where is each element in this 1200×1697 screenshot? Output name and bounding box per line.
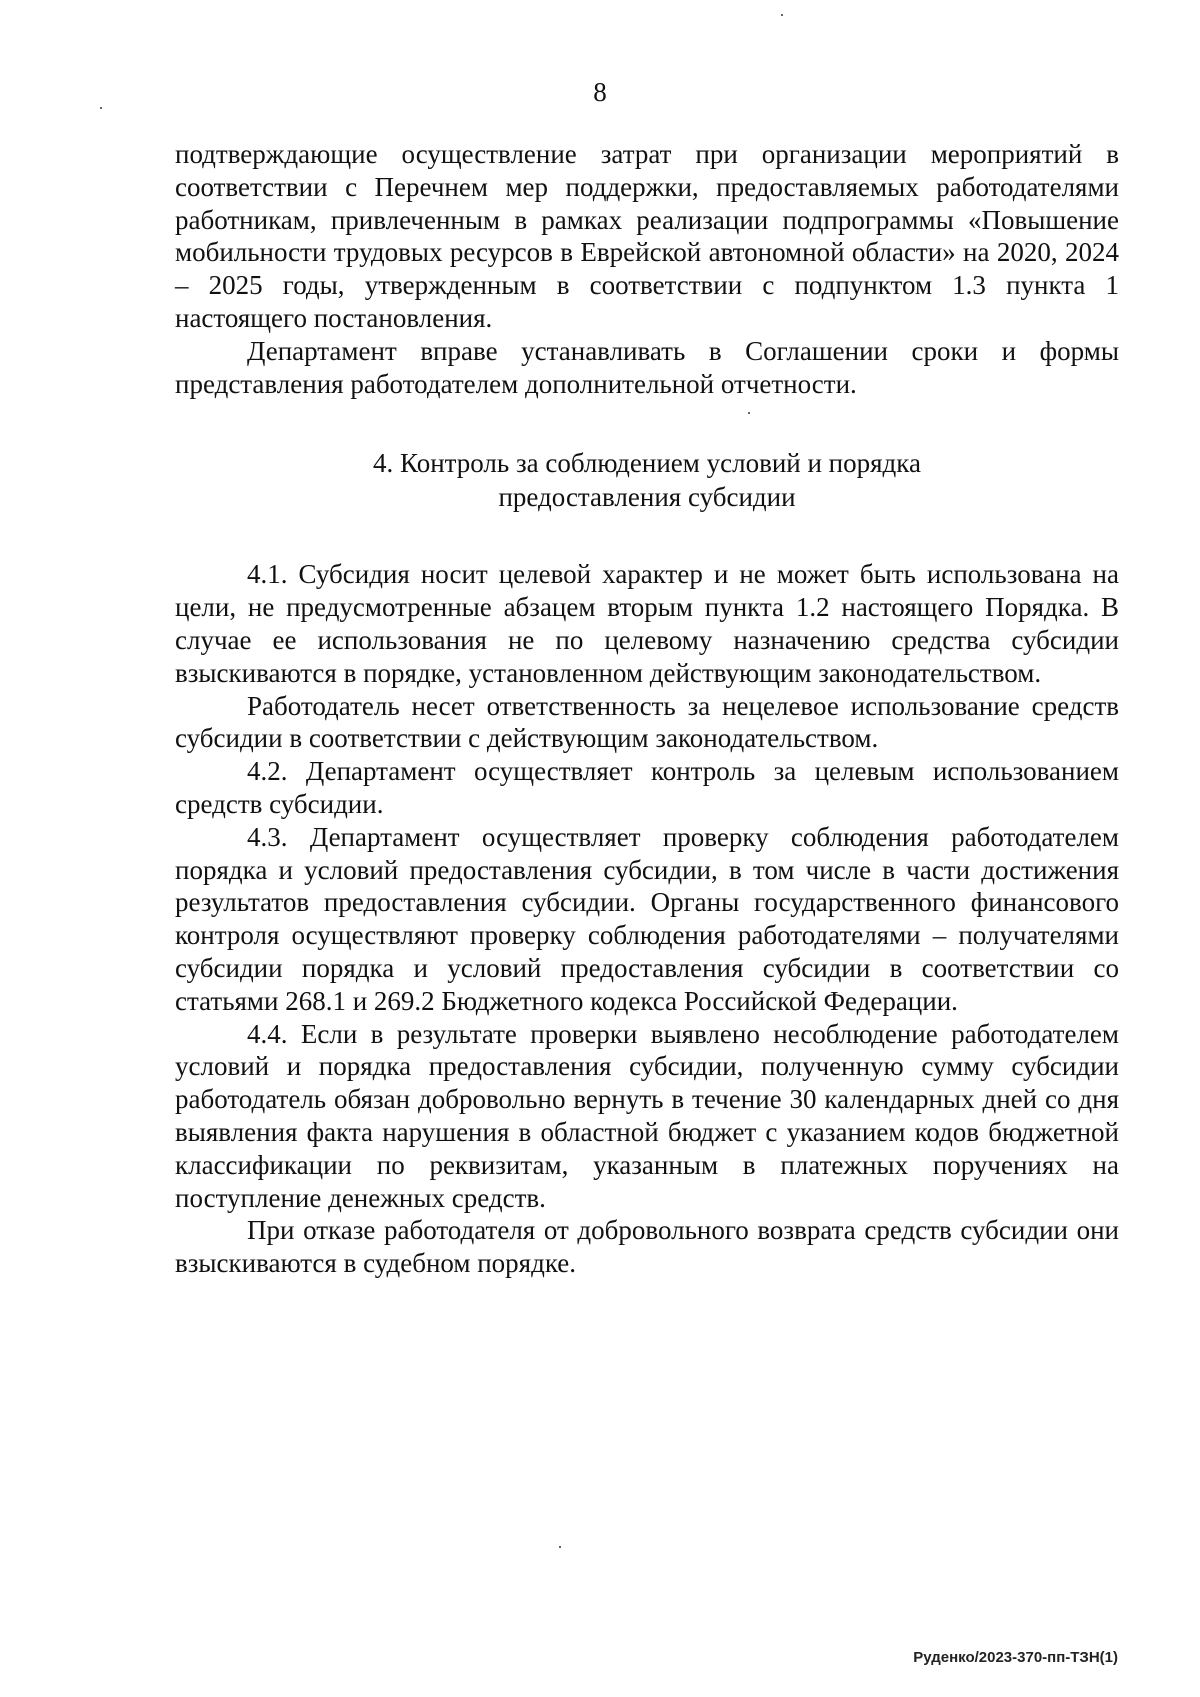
document-registration-code: Руденко/2023-370-пп-ТЗН(1) <box>913 1649 1118 1666</box>
document-body <box>175 138 1119 1280</box>
scan-speck <box>100 107 102 109</box>
paragraph-continuation: подтверждающие осуществление затрат при организации мероприятий в соответствии с Перечнем мер поддержки, предоставляемых работодателями работникам, привлеченным в рамках реализации подпрограммы «Повышение мобильности трудовых ресурсов в Еврейской автономной области» на 2020, 2024 – 2025 годы, утвержденным в соответствии с подпунктом 1.3 пункта 1 настоящего постановления. <box>175 139 1119 333</box>
paragraph-4-2: 4.2. Департамент осуществляет контроль за целевым использованием средств субсидии. <box>175 756 1119 819</box>
paragraph-4-3: 4.3. Департамент осуществляет проверку соблюдения работодателем порядка и условий предоставления субсидии, в том числе в части достижения результатов предоставления субсидии. Органы государственного финансового контроля осуществляют проверку соблюдения работодателями – получателями субсидии порядка и условий предоставления субсидии в соответствии со статьями 268.1 и 269.2 Бюджетного кодекса Российской Федерации. <box>175 821 1119 1016</box>
paragraph-reporting: Департамент вправе устанавливать в Соглашении сроки и формы представления работодателем дополнительной отчетности. <box>175 335 1119 399</box>
section-heading-line-2: предоставления субсидии <box>498 482 796 513</box>
scan-speck <box>781 14 783 16</box>
section-heading-line-1: 4. Контроль за соблюдением условий и порядка <box>373 448 921 479</box>
page-number: 8 <box>593 77 607 107</box>
scan-speck <box>748 412 750 414</box>
section-heading <box>175 446 1119 514</box>
paragraph-4-4: 4.4. Если в результате проверки выявлено несоблюдение работодателем условий и порядка предоставления субсидии, полученную сумму субсидии работодатель обязан добровольно вернуть в течение 30 календарных дней со дня выявления факта нарушения в областной бюджет с указанием кодов бюджетной классификации по реквизитам, указанным в платежных поручениях на поступление денежных средств. <box>175 1018 1119 1213</box>
paragraph-4-1-responsibility: Работодатель несет ответственность за нецелевое использование средств субсидии в соответствии с действующим законодательством. <box>175 690 1119 754</box>
paragraph-4-4-refusal: При отказе работодателя от добровольного возврата средств субсидии они взыскиваются в судебном порядке. <box>175 1215 1119 1279</box>
paragraph-4-1: 4.1. Субсидия носит целевой характер и не может быть использована на цели, не предусмотренные абзацем вторым пункта 1.2 настоящего Порядка. В случае ее использования не по целевому назначению средства субсидии взыскиваются в порядке, установленном действующим законодательством. <box>175 559 1119 688</box>
scan-speck <box>559 1546 561 1548</box>
